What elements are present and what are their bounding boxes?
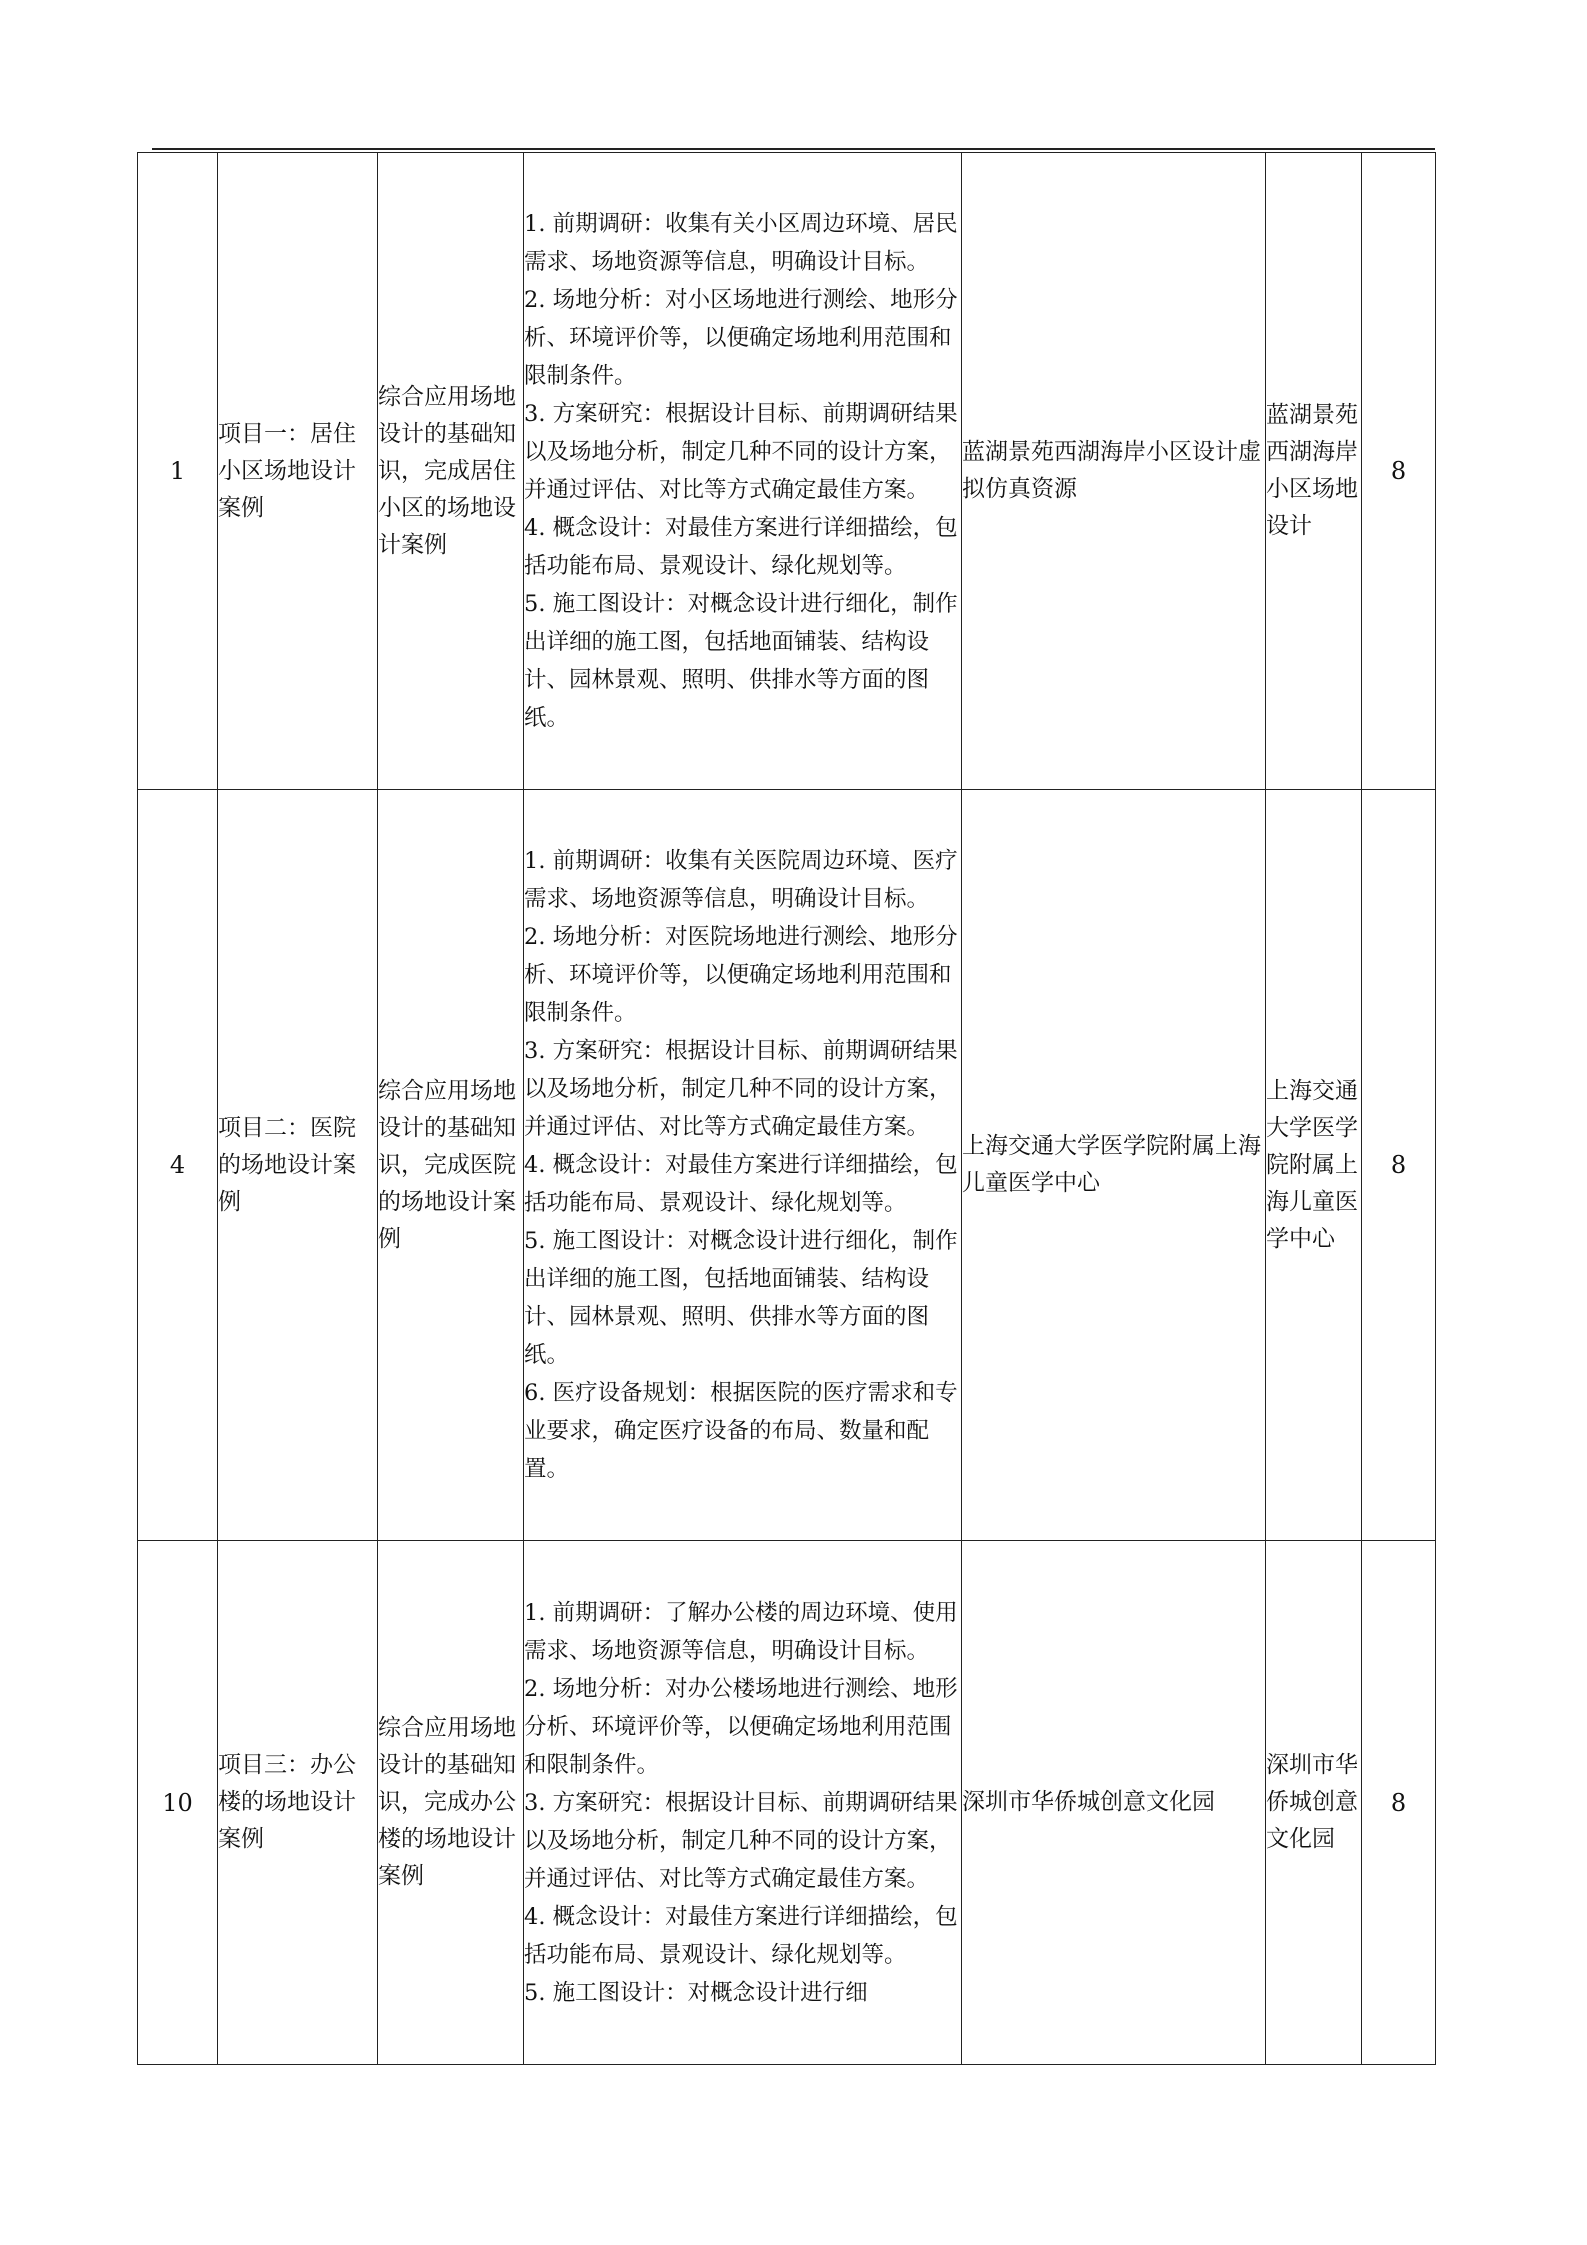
step-item: 4. 概念设计：对最佳方案进行详细描绘，包括功能布局、景观设计、绿化规划等。 xyxy=(524,1152,958,1216)
step-item: 5. 施工图设计：对概念设计进行细化，制作出详细的施工图，包括地面铺装、结构设计、园林景观、照明、供排水等方面的图纸。 xyxy=(524,591,958,731)
project-name: 项目一：居住小区场地设计案例 xyxy=(218,420,356,521)
step-item: 1. 前期调研：了解办公楼的周边环境、使用需求、场地资源等信息，明确设计目标。 xyxy=(524,1599,958,1664)
step-item: 6. 医疗设备规划：根据医院的医疗需求和专业要求，确定医疗设备的布局、数量和配置。 xyxy=(524,1380,958,1482)
course-project-table xyxy=(137,152,1436,2065)
step-item: 3. 方案研究：根据设计目标、前期调研结果以及场地分析，制定几种不同的设计方案，并通过评估、对比等方式确定最佳方案。 xyxy=(524,401,958,503)
step-item: 5. 施工图设计：对概念设计进行细化，制作出详细的施工图，包括地面铺装、结构设计、园林景观、照明、供排水等方面的图纸。 xyxy=(524,1228,958,1368)
step-item: 2. 场地分析：对办公楼场地进行测绘、地形分析、环境评价等，以便确定场地利用范围和限制条件。 xyxy=(524,1675,958,1778)
row-index: 1 xyxy=(138,153,218,790)
step-item: 2. 场地分析：对小区场地进行测绘、地形分析、环境评价等，以便确定场地利用范围和限制条件。 xyxy=(524,287,958,389)
step-item: 3. 方案研究：根据设计目标、前期调研结果以及场地分析，制定几种不同的设计方案，并通过评估、对比等方式确定最佳方案。 xyxy=(524,1789,958,1892)
site-name: 蓝湖景苑西湖海岸小区场地设计 xyxy=(1266,402,1358,539)
step-item: 3. 方案研究：根据设计目标、前期调研结果以及场地分析，制定几种不同的设计方案，并通过评估、对比等方式确定最佳方案。 xyxy=(524,1038,958,1140)
header-rule xyxy=(152,148,1435,150)
project-steps xyxy=(524,790,962,1541)
row-index: 4 xyxy=(138,790,218,1541)
row-index: 10 xyxy=(138,1541,218,2065)
step-item: 2. 场地分析：对医院场地进行测绘、地形分析、环境评价等，以便确定场地利用范围和限制条件。 xyxy=(524,924,958,1026)
step-item: 1. 前期调研：收集有关小区周边环境、居民需求、场地资源等信息，明确设计目标。 xyxy=(524,211,958,275)
project-goal: 综合应用场地设计的基础知识，完成办公楼的场地设计案例 xyxy=(378,1715,516,1889)
project-name: 项目二：医院的场地设计案例 xyxy=(218,1114,356,1215)
resource-name: 上海交通大学医学院附属上海儿童医学中心 xyxy=(962,1133,1261,1196)
project-name: 项目三：办公楼的场地设计案例 xyxy=(218,1752,356,1852)
resource-name: 深圳市华侨城创意文化园 xyxy=(962,1789,1215,1815)
project-goal: 综合应用场地设计的基础知识，完成医院的场地设计案例 xyxy=(378,1077,516,1252)
step-item: 4. 概念设计：对最佳方案进行详细描绘，包括功能布局、景观设计、绿化规划等。 xyxy=(524,1903,958,1968)
step-item: 1. 前期调研：收集有关医院周边环境、医疗需求、场地资源等信息，明确设计目标。 xyxy=(524,848,958,912)
step-item: 5. 施工图设计：对概念设计进行细 xyxy=(524,1979,868,2006)
project-steps xyxy=(524,153,962,790)
class-hours: 8 xyxy=(1362,790,1436,1541)
site-name: 深圳市华侨城创意文化园 xyxy=(1266,1752,1358,1852)
table-row xyxy=(138,790,1436,1541)
site-name: 上海交通大学医学院附属上海儿童医学中心 xyxy=(1266,1077,1358,1252)
project-goal: 综合应用场地设计的基础知识，完成居住小区的场地设计案例 xyxy=(378,383,516,558)
class-hours: 8 xyxy=(1362,153,1436,790)
project-steps xyxy=(524,1541,962,2065)
class-hours: 8 xyxy=(1362,1541,1436,2065)
resource-name: 蓝湖景苑西湖海岸小区设计虚拟仿真资源 xyxy=(962,439,1261,502)
table-row xyxy=(138,153,1436,790)
step-item: 4. 概念设计：对最佳方案进行详细描绘，包括功能布局、景观设计、绿化规划等。 xyxy=(524,515,958,579)
table-row xyxy=(138,1541,1436,2065)
